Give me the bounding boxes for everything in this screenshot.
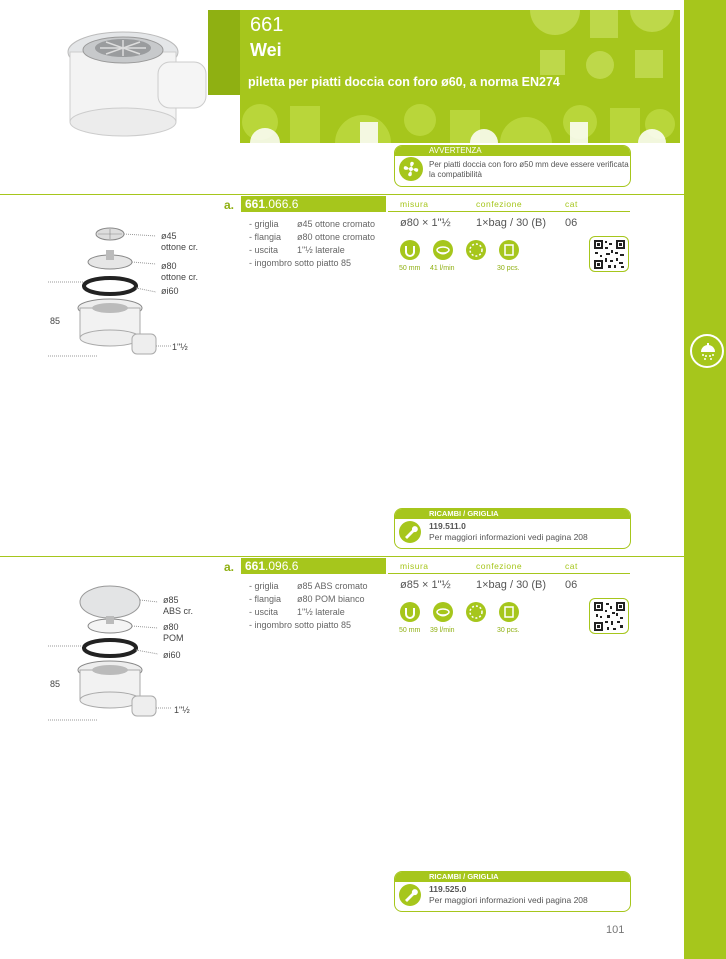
pallet-icon <box>466 240 486 260</box>
product-code-suffix: .066.6 <box>265 197 299 211</box>
flange-material: POM <box>163 633 184 643</box>
product-code-bar <box>241 196 386 212</box>
spec-label: - griglia <box>249 219 279 229</box>
side-color-strip <box>684 0 726 959</box>
spare-part-code: 119.511.0 <box>429 521 466 531</box>
spec-label: - flangia <box>249 232 282 242</box>
warning-title: AVVERTENZA <box>429 146 482 155</box>
column-header-cat: cat <box>565 561 578 571</box>
confezione-value: 1×bag / 30 (B) <box>476 217 547 229</box>
spec-value: ø85 ABS cromato <box>297 581 368 591</box>
column-header-misura: misura <box>400 199 429 209</box>
diagram-label-flange <box>161 261 198 283</box>
misura-value: ø85 × 1"½ <box>400 579 451 591</box>
outlet-size-label: 50 mm <box>399 265 421 272</box>
package-icon <box>499 240 519 260</box>
outlet-size-label: 50 mm <box>399 627 421 634</box>
banner-tab <box>208 10 240 95</box>
flow-rate-unit: l/min <box>439 265 455 272</box>
spare-part-reference: Per maggiori informazioni vedi pagina 208 <box>429 532 588 542</box>
header-underline <box>388 211 630 212</box>
grid-diameter: ø45 <box>161 231 177 241</box>
section-divider <box>0 194 684 195</box>
product-code-prefix: 661 <box>245 197 266 211</box>
confezione-value: 1×bag / 30 (B) <box>476 579 547 591</box>
flow-rate-icon <box>433 602 453 622</box>
product-code-suffix: .096.6 <box>265 559 299 573</box>
spec-label: - uscita <box>249 245 279 255</box>
cat-value: 06 <box>565 217 578 229</box>
spare-parts-box <box>394 871 631 912</box>
spec-label: - uscita <box>249 607 279 617</box>
qr-code[interactable] <box>589 236 629 272</box>
outlet-size-icon <box>400 240 420 260</box>
spare-parts-title: RICAMBI / GRIGLIA <box>429 872 499 881</box>
spec-label: - flangia <box>249 594 282 604</box>
column-header-confezione: confezione <box>476 199 523 209</box>
diagram-label-inner: øi60 <box>163 650 181 660</box>
warning-text: Per piatti doccia con foro ø50 mm deve essere verificata la compatibilità <box>429 160 629 179</box>
spare-parts-title: RICAMBI / GRIGLIA <box>429 509 499 518</box>
spec-value: 1"½ laterale <box>297 245 345 255</box>
pieces-value: 30 <box>497 627 505 634</box>
warning-box <box>394 145 631 187</box>
grid-material: ottone cr. <box>161 242 199 252</box>
flange-diameter: ø80 <box>161 261 177 271</box>
product-marker: a. <box>224 198 235 212</box>
product-family-subtitle: piletta per piatti doccia con foro ø60, a norma EN274 <box>248 75 560 89</box>
product-photo <box>48 12 208 162</box>
wrench-icon <box>399 521 421 543</box>
pieces-label <box>497 265 520 272</box>
spec-value: 1"½ laterale <box>297 607 345 617</box>
qr-code[interactable] <box>589 598 629 634</box>
flow-rate-value: 41 <box>430 265 438 272</box>
column-header-confezione: confezione <box>476 561 523 571</box>
flow-rate-value: 39 <box>430 627 438 634</box>
diagram-label-flange <box>163 622 184 644</box>
misura-value: ø80 × 1"½ <box>400 217 451 229</box>
flow-rate-label <box>430 265 455 272</box>
cat-value: 06 <box>565 579 578 591</box>
outlet-size-icon <box>400 602 420 622</box>
spare-part-reference: Per maggiori informazioni vedi pagina 208 <box>429 895 588 905</box>
spec-value: ø80 POM bianco <box>297 594 365 604</box>
product-family-name: Wei <box>250 40 282 60</box>
diagram-label-inner: øi60 <box>161 286 179 296</box>
spec-value: ø45 ottone cromato <box>297 219 376 229</box>
page-number: 101 <box>606 924 625 936</box>
diagram-height: 85 <box>50 679 61 689</box>
flow-rate-icon <box>433 240 453 260</box>
spare-part-code: 119.525.0 <box>429 884 467 894</box>
header-underline <box>388 573 630 574</box>
diagram-outlet: 1"½ <box>174 705 190 715</box>
pieces-value: 30 <box>497 265 505 272</box>
grid-diameter: ø85 <box>163 595 179 605</box>
section-divider <box>0 556 684 557</box>
grid-material: ABS cr. <box>163 606 194 616</box>
spec-value: ø80 ottone cromato <box>297 232 376 242</box>
spec-label: - griglia <box>249 581 279 591</box>
pieces-unit: pcs. <box>506 627 520 634</box>
product-code-prefix: 661 <box>245 559 266 573</box>
diagram-height: 85 <box>50 316 61 326</box>
flange-material: ottone cr. <box>161 272 199 282</box>
diagram-outlet: 1"½ <box>172 342 188 352</box>
flow-rate-label <box>430 627 455 634</box>
flange-diameter: ø80 <box>163 622 179 632</box>
pallet-icon <box>466 602 486 622</box>
column-header-cat: cat <box>565 199 578 209</box>
pieces-label <box>497 627 520 634</box>
spec-label: - ingombro sotto piatto 85 <box>249 620 352 630</box>
spare-parts-box <box>394 508 631 549</box>
package-icon <box>499 602 519 622</box>
flow-rate-unit: l/min <box>439 627 455 634</box>
warning-fan-icon <box>399 157 423 181</box>
diagram-label-grid <box>161 231 198 253</box>
product-code-bar <box>241 558 386 574</box>
wrench-icon <box>399 884 421 906</box>
spec-label: - ingombro sotto piatto 85 <box>249 258 352 268</box>
column-header-misura: misura <box>400 561 429 571</box>
product-marker: a. <box>224 560 235 574</box>
shower-category-icon <box>690 334 724 368</box>
product-family-code: 661 <box>250 14 284 36</box>
pieces-unit: pcs. <box>506 265 520 272</box>
diagram-label-grid <box>163 595 193 617</box>
